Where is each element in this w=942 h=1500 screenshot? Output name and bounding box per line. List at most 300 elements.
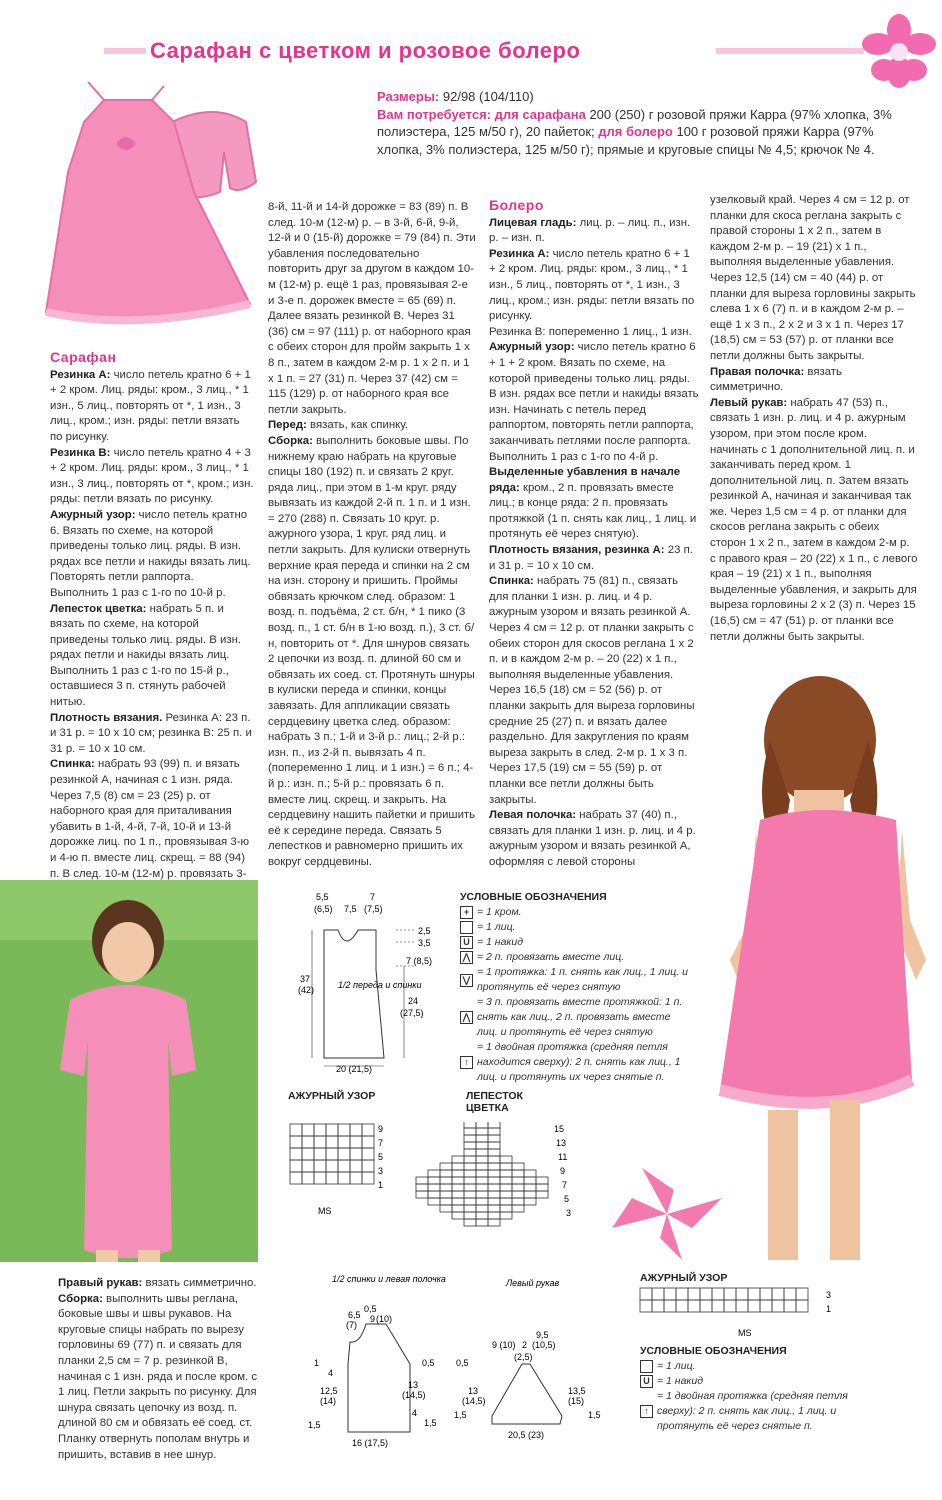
legend-text: = 1 двойная протяжка (средняя петля сверху): 2 п. снять как лиц., 1 лиц. и протянуть её через снятые п.: [657, 1390, 848, 1432]
paragraph-body: число петель кратно 4 + 3 + 2 кром. Лиц. ряды: кром., 3 лиц., * 1 изн., 3 лиц., повторять от *, кром.; изн. ряды: петли вязать по рисунку.: [50, 446, 254, 506]
chart-cell: [664, 1300, 676, 1312]
back-schematic-label: 1/2 спинки и левая полочка: [332, 1274, 446, 1284]
legend-item: [460, 905, 690, 920]
chart-cell: [428, 1184, 440, 1191]
legend-symbol-icon: +: [460, 906, 473, 919]
photo-girl-back: [690, 660, 942, 1260]
sarafan-dim-2: 7,5: [344, 904, 357, 914]
sarafan-dim-5: 2,5: [418, 926, 431, 936]
chart-cell: [488, 1205, 500, 1212]
chart-cell: [784, 1300, 796, 1312]
chart-cell: [488, 1142, 500, 1149]
chart-cell: [464, 1122, 476, 1128]
text-paragraph: [710, 193, 918, 365]
paragraph-body: набрать 75 (81) п., связать для планки 1 изн. р. лиц. и 4 р. ажурным узором и вязать резинкой А. Через 4 см = 12 р. от планки закрыть с обеих сторон для скосов реглана 1 х 2 п. и в каждом 2-м р. – 20 (22) х 1 п., выполняя выделенные убавления. Через 16,5 (18) см = 52 (56) р. от планки закрыть для выреза горловины средние 25 (27) п. и вязать далее раздельно. Для закругления по краям выреза закрыть в след. 2-м р. 1 х 3 п. Через 17,5 (19) см = 55 (59) р. от планки все петли должны быть закрыты.: [489, 575, 695, 806]
paragraph-lead: Спинка:: [50, 758, 95, 771]
chart-cell: [700, 1288, 712, 1300]
chart-cell: [760, 1300, 772, 1312]
chart-cell: [712, 1288, 724, 1300]
chart-cell: [676, 1288, 688, 1300]
text-paragraph: [268, 418, 476, 434]
text-paragraph: [489, 216, 699, 247]
flower-applique-photo: [612, 1168, 722, 1260]
chart-cell: [664, 1288, 676, 1300]
chart-cell: [338, 1160, 350, 1172]
chart-cell: [338, 1124, 350, 1136]
chart-cell: [314, 1160, 326, 1172]
back-dim-14: 1,5: [424, 1418, 437, 1428]
legend-text: = 1 двойная протяжка (средняя петля находится сверху): 2 п. снять как лиц., 1 лиц. и протянуть их через снятые п.: [477, 1041, 681, 1083]
paragraph-body: Резинка А: 23 п. и 31 р. = 10 х 10 см; резинка В: 25 п. и 31 р. = 10 х 10 см.: [50, 711, 252, 755]
chart-cell: [290, 1148, 302, 1160]
openwork-ms-label: MS: [318, 1206, 332, 1216]
petal-row-label: 9: [560, 1166, 566, 1176]
chart-cell: [452, 1184, 464, 1191]
chart-cell: [500, 1198, 512, 1205]
sarafan-dim-4: (7,5): [364, 904, 383, 914]
text-paragraph: [50, 508, 255, 602]
legend-symbol-icon: ↑: [460, 1056, 473, 1069]
chart-cell: [488, 1170, 500, 1177]
chart-cell: [500, 1170, 512, 1177]
chart-cell: [428, 1198, 440, 1205]
paragraph-lead: Перед:: [268, 419, 307, 432]
chart-cell: [476, 1128, 488, 1135]
paragraph-body: набрать 47 (53) п., связать 1 изн. р. лиц. и 4 р. ажурным узором, при этом после кром. начинать с 1 дополнительной лиц. п. и заканчивать перед кром. 1 дополнительной лиц. п. Затем вязать резинкой А, начиная и заканчивая так же. Через 1,5 см = 4 р. от планки для скосов реглана закрыть с обеих сторон 1 х 2 п., затем в каждом 2-м р. с правого края – 20 (22) х 1 п., с левого края – 19 (21) х 1 п., выполняя выделенные убавления, и закрыть для выреза горловины 2 х 2 (3) п. Через 15 (16,5) см = 47 (51) р. от планки все петли должны быть закрыты.: [710, 396, 918, 643]
openwork-chart-title: АЖУРНЫЙ УЗОР: [288, 1090, 376, 1102]
chart-cell: [464, 1142, 476, 1149]
legend-item: [460, 935, 690, 950]
sarafan-dim-12: 20 (21,5): [336, 1064, 373, 1074]
chart-cell: [524, 1184, 536, 1191]
paragraph-lead: Лицевая гладь:: [489, 216, 577, 229]
chart-cell: [512, 1191, 524, 1198]
text-paragraph: [489, 574, 699, 808]
chart-cell: [712, 1300, 724, 1312]
petal-row-label: 15: [554, 1124, 565, 1134]
paragraph-body: набрать 37 (40) п., связать для планки 1 изн. р. лиц. и 4 р. ажурным узором и вязать резинкой А, оформляя с левой стороны: [489, 809, 696, 868]
chart-cell: [512, 1177, 524, 1184]
chart-cell: [464, 1156, 476, 1163]
chart-cell: [440, 1198, 452, 1205]
sleeve-dim-7: (14,5): [462, 1396, 486, 1406]
petal-chart: [404, 1122, 594, 1234]
chart-cell: [652, 1300, 664, 1312]
chart-cell: [488, 1149, 500, 1156]
assembly-paragraphs: [268, 200, 476, 871]
bolero-paragraphs: [489, 216, 699, 871]
back-dim-7: 4: [328, 1368, 334, 1378]
chart-cell: [350, 1124, 362, 1136]
chart-cell: [452, 1191, 464, 1198]
chart-cell: [440, 1184, 452, 1191]
chart-cell: [760, 1288, 772, 1300]
paragraph-body: набрать 93 (99) п. и вязать резинкой А, начиная с 1 изн. ряда. Через 7,5 (8) см = 23 (25) р. от наборного края для приталивания убавить в 1-й, 4-й, 7-й, 10-й и 13-й дорожке лиц. по 1 п., провязывая 3-ю и 4-ю п. вместе лиц. скрещ. = 88 (94) п. В след. 10-м (12-м) р. провязать 3-: [50, 758, 250, 880]
paragraph-body: кром., 2 п. провязать вместе лиц.; в конце ряда: 2 п. провязать протяжкой (1 п. снять как лиц., 1 лиц. и протянуть её через снятую).: [489, 481, 697, 541]
text-paragraph: [489, 543, 699, 574]
chart-cell: [464, 1198, 476, 1205]
chart-cell: [452, 1205, 464, 1212]
legend-item: [460, 965, 690, 995]
chart-cell: [476, 1142, 488, 1149]
chart-cell: [452, 1170, 464, 1177]
chart-cell: [640, 1300, 652, 1312]
chart-cell: [748, 1300, 760, 1312]
sarafan-dim-9: (42): [298, 985, 315, 995]
chart-cell: [416, 1177, 428, 1184]
text-paragraph: [489, 808, 699, 870]
sleeve-dim-10: 1,5: [454, 1410, 467, 1420]
chart-cell: [302, 1124, 314, 1136]
chart-cell: [488, 1219, 500, 1226]
need-sarafan-text: 200 (250) г розовой пряжи Карра (97% хлопка, 3% полиэстера, 125 м/50 г), 20 пайеток;: [377, 106, 892, 139]
photo-girl-bolero: [0, 880, 258, 1262]
chart-cell: [500, 1177, 512, 1184]
chart-cell: [416, 1191, 428, 1198]
sleeve-dim-6: 13: [468, 1386, 479, 1396]
legend-symbol-icon: ⋀: [460, 951, 473, 964]
chart-cell: [772, 1300, 784, 1312]
bolero-sleeve-paragraphs: [710, 193, 918, 645]
chart-cell: [440, 1191, 452, 1198]
chart-cell: [464, 1191, 476, 1198]
legend-text: = 1 кром.: [477, 906, 522, 918]
sarafan-dim-11: (27,5): [400, 1008, 424, 1018]
legend-item: [640, 1374, 870, 1389]
chart-cell: [302, 1148, 314, 1160]
need-bolero-label: для болеро: [598, 124, 673, 139]
legend-sarafan: [460, 890, 690, 1085]
bolero-header: Болеро: [489, 197, 544, 213]
legend-sarafan-items: [460, 905, 690, 1085]
legend-text: = 1 лиц.: [477, 921, 516, 933]
legend-text: = 1 лиц.: [657, 1360, 696, 1372]
chart-cell: [688, 1300, 700, 1312]
chart-cell: [488, 1198, 500, 1205]
chart-cell: [464, 1128, 476, 1135]
legend-symbol-icon: ↑: [640, 1405, 653, 1418]
sleeve-dim-9: (15): [568, 1396, 585, 1406]
back-dim-1: 0,5: [364, 1304, 377, 1314]
chart-cell: [476, 1135, 488, 1142]
openwork2-chart: [638, 1286, 838, 1342]
chart-cell: [500, 1205, 512, 1212]
back-left-front-schematic: [300, 1272, 450, 1462]
chart-cell: [452, 1198, 464, 1205]
chart-cell: [416, 1184, 428, 1191]
openwork-row-5: 5: [378, 1152, 384, 1162]
petal-chart-title: ЛЕПЕСТОК ЦВЕТКА: [466, 1090, 523, 1114]
chart-cell: [524, 1198, 536, 1205]
paragraph-body: Резинка В: попеременно 1 лиц., 1 изн.: [489, 325, 692, 338]
sleeve-schematic-label: Левый рукав: [506, 1278, 560, 1288]
petal-row-label: 3: [566, 1208, 572, 1218]
openwork2-chart-title: АЖУРНЫЙ УЗОР: [640, 1272, 728, 1284]
chart-cell: [488, 1156, 500, 1163]
paragraph-body: число петель кратно 6 + 1 + 2 кром. Лиц. ряды: кром., 3 лиц., * 1 изн., 5 лиц., повторять от *, 1 изн., 3 лиц., кром.; изн. ряды: петли вязать по рисунку.: [50, 368, 251, 443]
legend-symbol-icon: U: [460, 936, 473, 949]
title-decoration-left: [104, 48, 146, 54]
sarafan-paragraphs: [50, 368, 255, 914]
chart-cell: [350, 1172, 362, 1184]
chart-cell: [512, 1198, 524, 1205]
chart-cell: [440, 1205, 452, 1212]
chart-cell: [512, 1205, 524, 1212]
paragraph-lead: Резинка А:: [489, 247, 550, 260]
openwork-row-3: 3: [378, 1166, 384, 1176]
bolero-assembly-column: [58, 1276, 260, 1463]
chart-cell: [536, 1177, 548, 1184]
chart-cell: [326, 1172, 338, 1184]
chart-cell: [290, 1136, 302, 1148]
paragraph-body: узелковый край. Через 4 см = 12 р. от планки для скоса реглана закрыть с правой стороны 1 х 2 п., затем в каждом 2-м р. – 19 (21) х 1 п., выполняя выделенные убавления. Через 12,5 (14) см = 40 (44) р. от планки для выреза горловины закрыть слева 1 х 6 (7) п. и в каждом 2-м р. – ещё 1 х 3 п., 2 х 2 и 3 х 1 п. Через 17 (18,5) см = 53 (57) р. от планки все петли должны быть закрыты.: [710, 194, 916, 362]
openwork2-row-1: 1: [826, 1304, 832, 1314]
legend-symbol-icon: U: [640, 1375, 653, 1388]
chart-cell: [500, 1191, 512, 1198]
chart-cell: [476, 1149, 488, 1156]
back-dim-5: 0,5: [422, 1358, 435, 1368]
chart-cell: [796, 1288, 808, 1300]
chart-cell: [326, 1160, 338, 1172]
text-paragraph: [489, 340, 699, 465]
chart-cell: [362, 1172, 374, 1184]
legend-text: = 2 п. провязать вместе лиц.: [477, 951, 625, 963]
openwork-row-9: 9: [378, 1124, 384, 1134]
chart-cell: [688, 1288, 700, 1300]
paragraph-lead: Плотность вязания, резинка А:: [489, 544, 665, 557]
title-decoration-right: [716, 48, 864, 54]
chart-cell: [326, 1136, 338, 1148]
paragraph-body: вязать, как спинку.: [310, 419, 408, 432]
sarafan-dim-3: 7: [370, 892, 376, 902]
sarafan-dim-8: 37: [300, 974, 311, 984]
sleeve-dim-12: 20,5 (23): [508, 1430, 545, 1440]
back-dim-3: 9: [370, 1314, 376, 1324]
paragraph-lead: Выделенные убавления в начале ряда:: [489, 466, 681, 494]
sarafan-dim-6: 3,5: [418, 938, 431, 948]
chart-cell: [524, 1191, 536, 1198]
chart-cell: [314, 1148, 326, 1160]
chart-cell: [452, 1163, 464, 1170]
back-dim-9: (14): [320, 1396, 337, 1406]
back-dim-10: 13: [408, 1380, 419, 1390]
materials-block: [377, 88, 917, 158]
chart-cell: [796, 1300, 808, 1312]
back-dim-0: 6,5: [348, 1310, 361, 1320]
petal-row-label: 11: [558, 1152, 568, 1162]
legend-text: = 3 п. провязать вместе протяжкой: 1 п. снять как лиц., 2 п. провязать вместе лиц. и протянуть её через снятую: [477, 996, 683, 1038]
chart-cell: [362, 1160, 374, 1172]
legend-item: [460, 950, 690, 965]
need-bolero-text: 100 г розовой пряжи Карра (97% хлопка, 3% полиэстера, 125 м/50 г); прямые и круговые спицы № 4,5; крючок № 4.: [377, 124, 875, 157]
back-dim-8: 12,5: [320, 1386, 338, 1396]
chart-cell: [488, 1212, 500, 1219]
sleeve-dim-11: 1,5: [588, 1410, 601, 1420]
back-dim-4: (10): [376, 1314, 393, 1324]
chart-cell: [464, 1205, 476, 1212]
chart-cell: [524, 1177, 536, 1184]
chart-cell: [302, 1160, 314, 1172]
chart-cell: [784, 1288, 796, 1300]
chart-cell: [326, 1148, 338, 1160]
text-paragraph: [710, 396, 918, 646]
legend-item: [460, 920, 690, 935]
chart-cell: [452, 1156, 464, 1163]
chart-cell: [500, 1163, 512, 1170]
chart-cell: [476, 1191, 488, 1198]
paragraph-lead: Правый рукав:: [58, 1277, 143, 1289]
paragraph-body: набрать 5 п. и вязать по схеме, на которой приведены только лиц. ряды. В изн. рядах петли и накиды вязать лиц. Выполнить 1 раз с 1-го по 15-й р., оставшиеся 3 п. стянуть рабочей нитью.: [50, 602, 242, 709]
sleeve-dim-2: 2: [522, 1340, 528, 1350]
chart-cell: [772, 1288, 784, 1300]
legend-bolero-items: [640, 1359, 870, 1434]
chart-cell: [488, 1184, 500, 1191]
openwork2-ms-label: MS: [738, 1328, 752, 1338]
legend-symbol-icon: ⋁: [460, 974, 473, 987]
sarafan-schematic-label: 1/2 переда и спинки: [338, 980, 422, 990]
paragraph-body: число петель кратно 6 + 1 + 2 кром. Вязать по схеме, на которой приведены только лиц. ряды. В изн. рядах все петли и накиды вязать изн. Начинать с петель перед раппортом, повторять петли раппорта, заканчивать петлями после раппорта. Выполнить 1 раз с 1-го по 4-й р.: [489, 341, 699, 463]
chart-cell: [464, 1170, 476, 1177]
chart-cell: [464, 1184, 476, 1191]
chart-cell: [476, 1205, 488, 1212]
legend-item: [640, 1389, 870, 1434]
paragraph-lead: Левая полочка:: [489, 809, 577, 822]
openwork2-row-3: 3: [826, 1290, 832, 1300]
paragraph-lead: Правая полочка:: [710, 365, 805, 378]
paragraph-lead: Ажурный узор:: [50, 508, 136, 521]
chart-cell: [724, 1300, 736, 1312]
paragraph-body: 23 п. и 31 р. = 10 х 10 см.: [489, 544, 693, 572]
paragraph-body: число петель кратно 6 + 1 + 2 кром. Лиц. ряды: кром., 3 лиц., * 1 изн., 5 лиц., повторять от *, 1 изн., 3 лиц., кром.; изн. ряды: петли вязать по рисунку.: [489, 247, 695, 323]
paragraph-lead: Спинка:: [489, 575, 534, 588]
paragraph-lead: Левый рукав:: [710, 396, 788, 409]
back-dim-12: 1,5: [308, 1420, 321, 1430]
chart-cell: [362, 1148, 374, 1160]
text-paragraph: [268, 434, 476, 871]
chart-cell: [512, 1170, 524, 1177]
text-paragraph: [50, 368, 255, 446]
legend-symbol-icon: [640, 1360, 653, 1373]
bolero-column: [489, 198, 699, 871]
chart-cell: [748, 1288, 760, 1300]
text-paragraph: [58, 1276, 260, 1292]
sleeve-dim-0: 9,5: [536, 1330, 549, 1340]
paragraph-body: выполнить швы реглана, боковые швы и швы рукавов. На круговые спицы набрать по вырезу горловины 69 (77) п. и связать для планки 2,5 см = 7 р. резинкой В, начиная с 1 изн. ряда и после кром. с 1 лиц. Петли закрыть по рисунку. Для шнура связать цепочку из возд. п. длиной 80 см и обвязать её соед. ст. Планку отвернуть пополам внутрь и пришить, вставив в нее шнур.: [58, 1292, 258, 1461]
flower-logo-icon: [862, 14, 936, 88]
paragraph-lead: Плотность вязания.: [50, 711, 163, 724]
sarafan-dim-0: 5,5: [316, 892, 329, 902]
chart-cell: [464, 1135, 476, 1142]
text-paragraph: [58, 1292, 260, 1464]
chart-cell: [350, 1148, 362, 1160]
chart-cell: [464, 1163, 476, 1170]
chart-cell: [476, 1219, 488, 1226]
sleeve-dim-5: 0,5: [456, 1358, 469, 1368]
chart-cell: [512, 1184, 524, 1191]
sarafan-schematic: [286, 890, 446, 1076]
chart-cell: [362, 1124, 374, 1136]
chart-cell: [314, 1136, 326, 1148]
legend-text: = 1 накид: [657, 1375, 704, 1387]
paragraph-lead: Лепесток цветка:: [50, 602, 147, 615]
product-photo-dress-bolero: [24, 82, 264, 330]
text-paragraph: [268, 200, 476, 418]
chart-cell: [350, 1160, 362, 1172]
sarafan-header: Сарафан: [50, 349, 117, 365]
chart-cell: [476, 1122, 488, 1128]
need-sarafan-label: для сарафана: [494, 106, 586, 122]
legend-bolero: [640, 1344, 870, 1434]
chart-cell: [338, 1136, 350, 1148]
paragraph-body: вязать симметрично.: [710, 365, 842, 394]
paragraph-body: лиц. р. – лиц. п., изн. р. – изн. п.: [489, 216, 691, 245]
chart-cell: [428, 1170, 440, 1177]
chart-cell: [464, 1212, 476, 1219]
sizes-label: Размеры:: [377, 89, 440, 104]
chart-cell: [452, 1177, 464, 1184]
sizes-value: 92/98 (104/110): [442, 89, 534, 104]
chart-cell: [536, 1184, 548, 1191]
back-dim-6: 1: [314, 1358, 320, 1368]
back-dim-15: 16 (17,5): [352, 1438, 389, 1448]
chart-cell: [338, 1148, 350, 1160]
chart-cell: [290, 1124, 302, 1136]
chart-cell: [700, 1300, 712, 1312]
chart-cell: [290, 1172, 302, 1184]
legend-item: [460, 1040, 690, 1085]
chart-cell: [500, 1184, 512, 1191]
text-paragraph: [50, 602, 255, 711]
petal-row-label: 13: [556, 1138, 567, 1148]
legend-symbol-icon: ⋀: [460, 1011, 473, 1024]
chart-cell: [676, 1300, 688, 1312]
chart-cell: [362, 1136, 374, 1148]
chart-cell: [428, 1191, 440, 1198]
chart-cell: [476, 1184, 488, 1191]
page-title: Сарафан с цветком и розовое болеро: [150, 38, 581, 63]
chart-cell: [314, 1172, 326, 1184]
bolero-sleeve-column: [710, 193, 918, 645]
sarafan-column: [50, 350, 255, 913]
chart-cell: [302, 1136, 314, 1148]
chart-cell: [640, 1288, 652, 1300]
sleeve-dim-1: 9 (10): [492, 1340, 516, 1350]
chart-cell: [476, 1170, 488, 1177]
chart-cell: [536, 1191, 548, 1198]
need-label: Вам потребуется:: [377, 106, 491, 122]
sarafan-dim-7: 7 (8,5): [406, 956, 433, 966]
chart-cell: [464, 1149, 476, 1156]
text-paragraph: [489, 247, 699, 325]
chart-cell: [724, 1288, 736, 1300]
text-paragraph: [489, 465, 699, 543]
chart-cell: [488, 1163, 500, 1170]
openwork-chart: [288, 1122, 392, 1218]
sarafan-dim-1: (6,5): [314, 904, 333, 914]
chart-cell: [488, 1191, 500, 1198]
paragraph-body: 8-й, 11-й и 14-й дорожке = 83 (89) п. В след. 10-м (12-м) р. – в 3-й, 6-й, 9-й, 12-й и 0 (15-й) дорожке = 79 (84) п. Эти убавления последовательно повторить друг за другом в каждом 10-м (12-м) р. ещё 1 раз, провязывая 2-е и 3-е п. дорожек вместе = 65 (69) п. Далее вязать резинкой В. Через 31 (36) см = 97 (111) р. от наборного края с обеих сторон для пройм закрыть 1 х 8 п., затем в каждом 2-м р. 1 х 2 п. и 1 х 1 п. = 27 (31) п. Через 37 (42) см = 115 (129) р. от наборного края все петли закрыть.: [268, 201, 476, 416]
chart-cell: [338, 1172, 350, 1184]
sleeve-dim-4: (2,5): [514, 1352, 533, 1362]
paragraph-lead: Сборка:: [268, 434, 313, 447]
bolero-assembly-paragraphs: [58, 1276, 260, 1463]
back-dim-11: (14,5): [402, 1390, 426, 1400]
legend-text: = 1 протяжка: 1 п. снять как лиц., 1 лиц. и протянуть её через снятую: [477, 966, 688, 993]
legend-item: [640, 1359, 870, 1374]
chart-cell: [290, 1160, 302, 1172]
paragraph-body: число петель кратно 6. Вязать по схеме, на которой приведены только лиц. ряды. В изн. рядах все петли и накиды вязать лиц. Повторять петли раппорта. Выполнить 1 раз с 1-го по 10-й р.: [50, 508, 251, 599]
chart-cell: [512, 1163, 524, 1170]
